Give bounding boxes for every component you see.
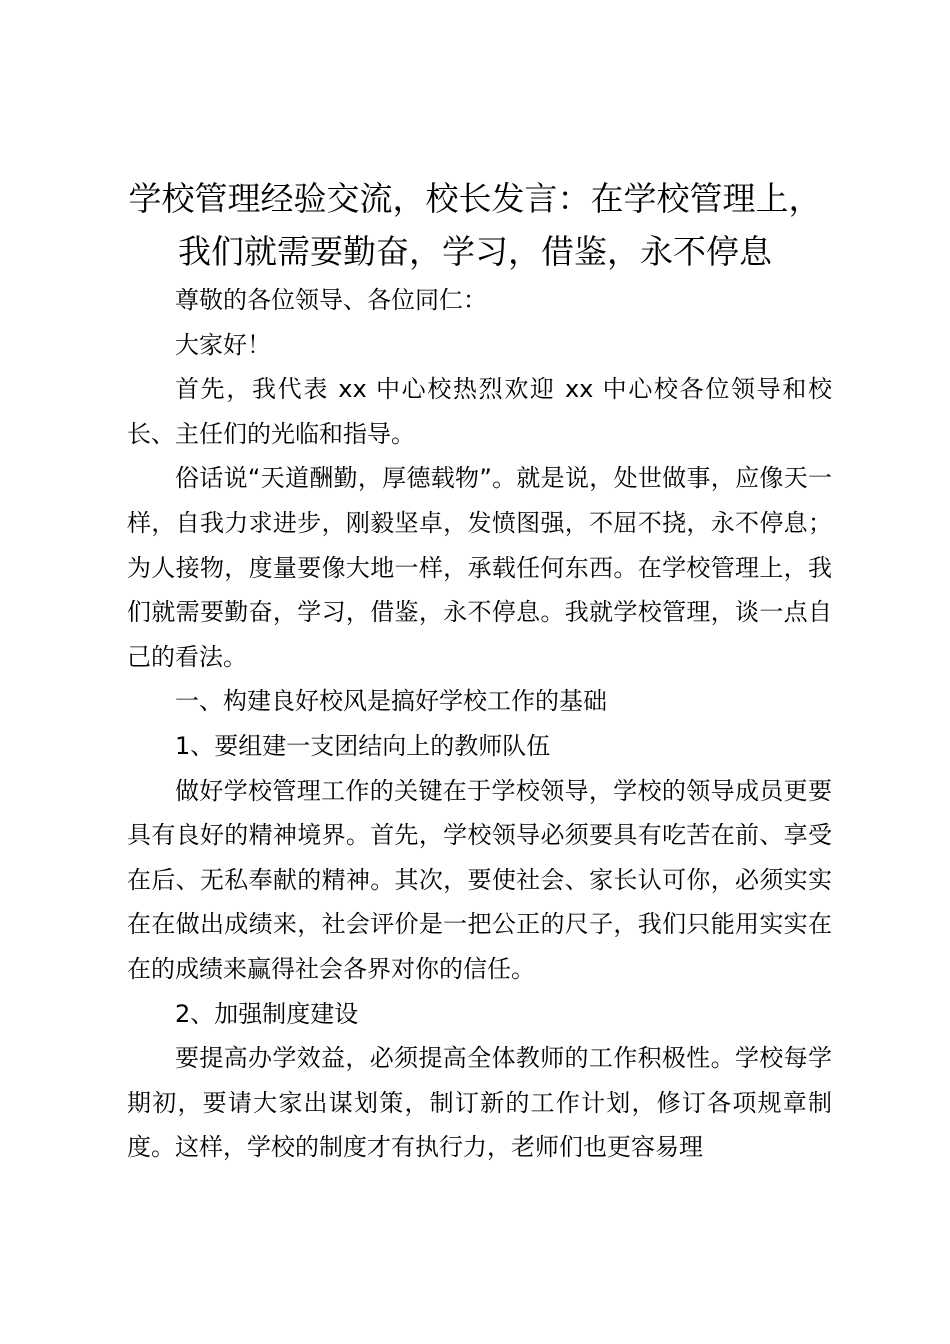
greeting: 大家好！ — [175, 330, 271, 359]
paragraph-leadership: 做好学校管理工作的关键在于学校领导，学校的领导成员更要具有良好的精神境界。首先，学校领导必须要具有吃苦在前、享受在后、无私奉献的精神。其次，要使社会、家长认可你，必须实实在在做出成绩来，社会评价是一把公正的尺子，我们只能用实实在在的成绩来赢得社会各界对你的信任。 — [127, 776, 832, 983]
subsection-heading-1: 1、要组建一支团结向上的教师队伍 — [175, 731, 551, 760]
subsection-heading-2: 2、加强制度建设 — [175, 999, 359, 1028]
paragraph-proverb: 俗话说“天道酬勤，厚德载物”。就是说，处世做事，应像天一样，自我力求进步，刚毅坚卓，发愤图强，不屈不挠，永不停息；为人接物，度量要像大地一样，承载任何东西。在学校管理上，我们就需要勤奋，学习，借鉴，永不停息。我就学校管理，谈一点自己的看法。 — [127, 464, 832, 671]
paragraph-welcome: 首先，我代表 xx 中心校热烈欢迎 xx 中心校各位领导和校长、主任们的光临和指导。 — [127, 375, 832, 448]
title-line-2: 我们就需要勤奋，学习，借鉴，永不停息 — [178, 232, 772, 271]
salutation: 尊敬的各位领导、各位同仁： — [175, 286, 487, 314]
paragraph-system: 要提高办学效益，必须提高全体教师的工作积极性。学校每学期初，要请大家出谋划策，制订新的工作计划，修订各项规章制度。这样，学校的制度才有执行力，老师们也更容易理 — [127, 1044, 832, 1162]
section-heading-1: 一、构建良好校风是搞好学校工作的基础 — [175, 687, 607, 716]
title-line-1: 学校管理经验交流，校长发言：在学校管理上， — [128, 179, 822, 218]
document-body — [127, 278, 832, 1170]
document-title — [100, 172, 850, 278]
